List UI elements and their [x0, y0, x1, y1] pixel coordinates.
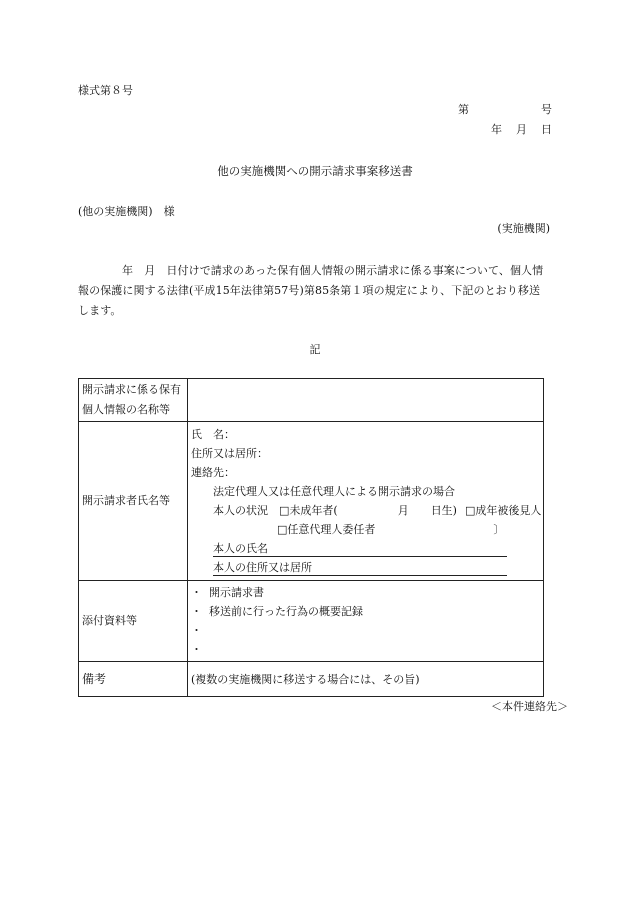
principal-checkbox-label: □任意代理人委任者 [277, 523, 376, 536]
date-month: 月 [516, 123, 527, 136]
principal-checkbox-line [191, 520, 543, 539]
bullet: ・ [191, 643, 202, 656]
row3-label: 添付資料等 [79, 581, 188, 662]
adult-ward-checkbox-label: □成年被後見人 [464, 504, 542, 517]
row1-value [188, 379, 544, 422]
table-row-attachments [79, 581, 544, 662]
birth-day: 日生) [430, 504, 457, 517]
remarks-value: (複数の実施機関に移送する場合には、その旨) [188, 662, 544, 697]
attachment-item [191, 621, 543, 640]
bracket-close: 〕 [493, 523, 505, 536]
document-number-suffix: 号 [541, 103, 552, 116]
agent-heading: 法定代理人又は任意代理人による開示請求の場合 [213, 485, 455, 498]
principal-status-line [191, 501, 543, 520]
addressee: (他の実施機関) 様 [78, 205, 175, 218]
requester-contact-line: 連絡先： [191, 466, 235, 479]
row4-label: 備考 [79, 662, 188, 697]
row3-value [188, 581, 544, 662]
contact-footer: ＜本件連絡先＞ [491, 700, 568, 713]
person-name-field: 本人の氏名 [213, 542, 507, 557]
date-year: 年 [491, 123, 502, 136]
attachment-text: 開示請求書 [209, 586, 264, 599]
sender: (実施機関) [497, 222, 550, 235]
date-day: 日 [541, 123, 552, 136]
table-row-requester [79, 422, 544, 581]
minor-checkbox-label: □未成年者( [279, 504, 338, 517]
bullet: ・ [191, 624, 202, 637]
attachment-item [191, 640, 543, 659]
form-number: 様式第８号 [78, 84, 133, 97]
bullet: ・ [191, 605, 202, 618]
person-address-field: 本人の住所又は居所 [213, 561, 507, 576]
bullet: ・ [191, 586, 202, 599]
person-address-line [191, 558, 543, 577]
table-row-remarks [79, 662, 544, 697]
requester-name-line: 氏 名： [191, 428, 235, 441]
requester-address-line: 住所又は居所： [191, 447, 268, 460]
birth-month: 月 [397, 504, 409, 517]
transfer-details-table [78, 378, 544, 697]
document-title: 他の実施機関への開示請求事案移送書 [217, 164, 413, 178]
attachment-item [191, 602, 543, 621]
row2-value [188, 422, 544, 581]
date-line [491, 123, 552, 137]
status-label: 本人の状況 [213, 504, 268, 517]
document-number-prefix: 第 [458, 103, 469, 116]
table-row-info-name [79, 379, 544, 422]
person-name-line [191, 539, 543, 558]
body-paragraph: 年 月 日付けで請求のあった保有個人情報の開示請求に係る事案について、個人情報の保護に関する法律(平成15年法律第57号)第85条第１項の規定により、下記のとおり移送します。 [78, 264, 544, 317]
attachment-text: 移送前に行った行為の概要記録 [209, 605, 363, 618]
row1-label: 開示請求に係る保有個人情報の名称等 [79, 379, 188, 422]
row2-label: 開示請求者氏名等 [79, 422, 188, 581]
attachment-item [191, 583, 543, 602]
ki-heading: 記 [309, 343, 321, 356]
